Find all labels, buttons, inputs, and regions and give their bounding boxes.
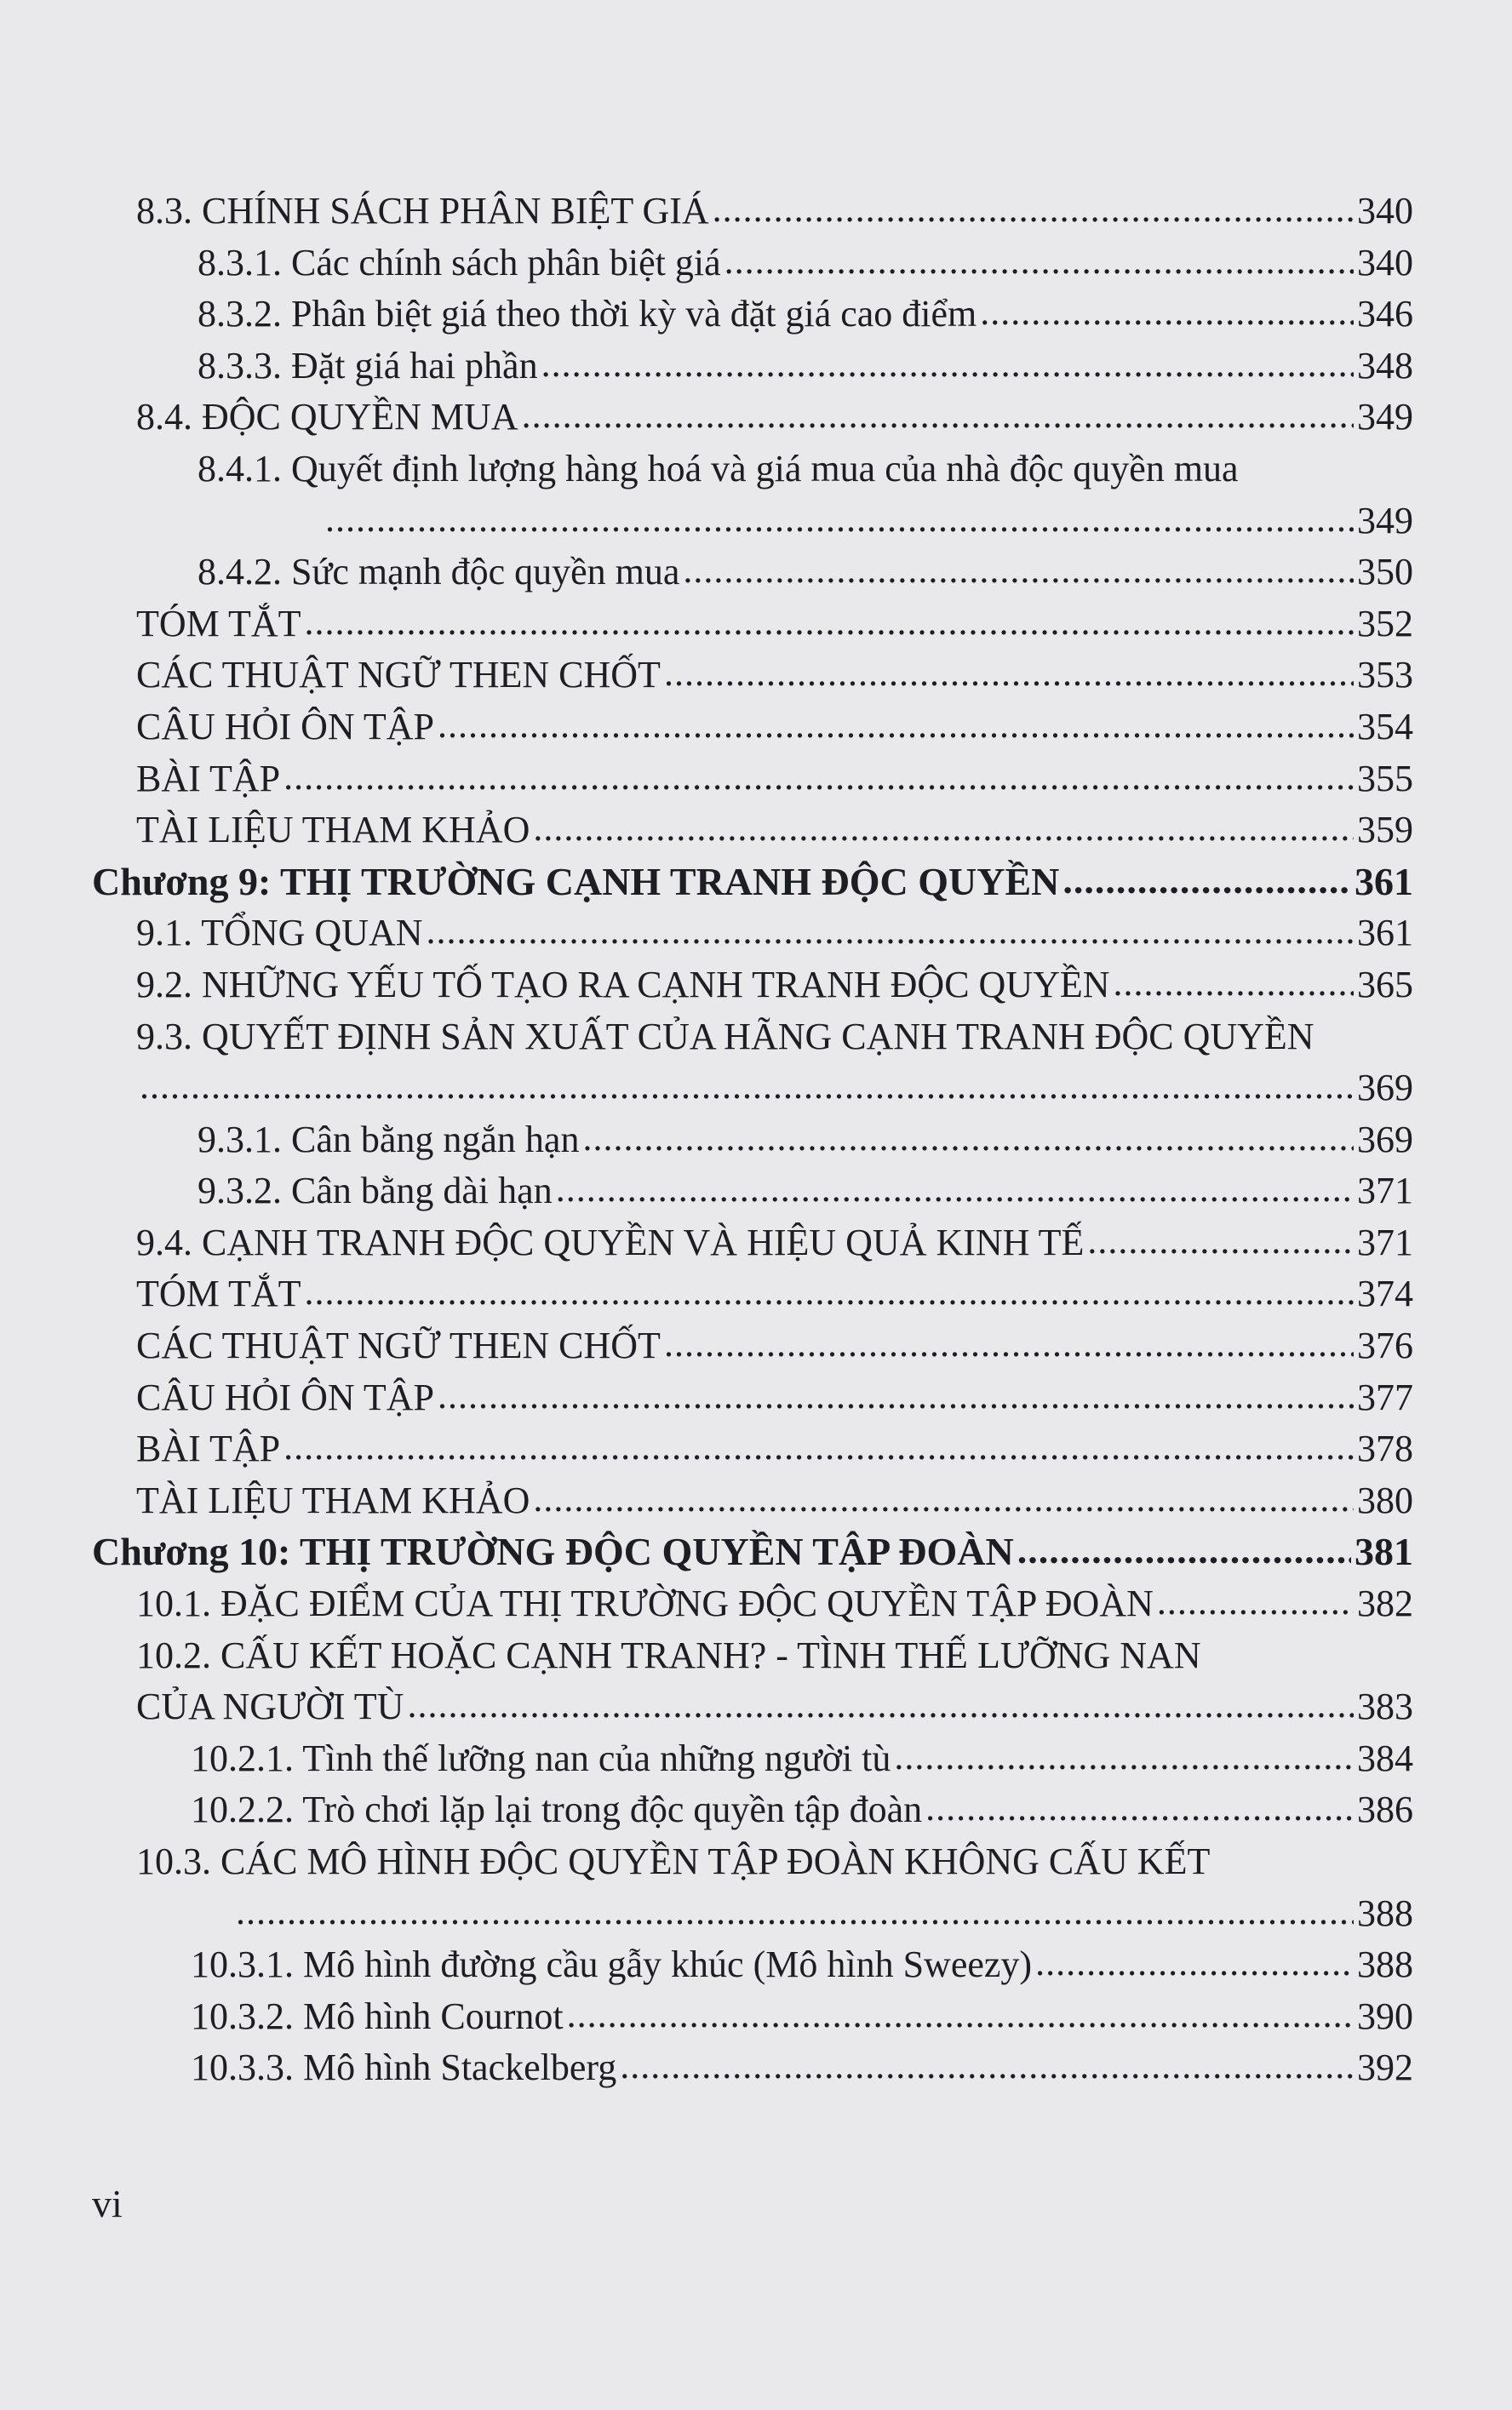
toc-entry-title: TÓM TẮT [136, 602, 301, 644]
toc-entry-page: 349 [1357, 396, 1413, 438]
toc-entry-title: 10.3. CÁC MÔ HÌNH ĐỘC QUYỀN TẬP ĐOÀN KHÔNG CẤU KẾT [136, 1840, 1211, 1882]
toc-chapter-title: Chương 9: THỊ TRƯỜNG CẠNH TRANH ĐỘC QUYỀN [92, 859, 1060, 903]
dot-leader [305, 597, 1354, 648]
dot-leader [325, 494, 1354, 545]
dot-leader [427, 906, 1354, 957]
toc-entry [92, 238, 1413, 289]
dot-leader [664, 1319, 1354, 1370]
dot-leader [925, 1783, 1354, 1834]
toc-entry-page: 355 [1357, 757, 1413, 799]
toc-entry-page: 361 [1357, 912, 1413, 954]
toc-entry [92, 753, 1413, 805]
toc-entry-title: 10.2. CẤU KẾT HOẶC CẠNH TRANH? - TÌNH THẾ LƯỠNG NAN [136, 1634, 1201, 1676]
toc-entry [92, 444, 1413, 495]
toc-entry-page: 371 [1357, 1221, 1413, 1263]
toc-entry-title: 10.1. ĐẶC ĐIỂM CỦA THỊ TRƯỜNG ĐỘC QUYỀN TẬP ĐOÀN [136, 1583, 1154, 1625]
toc-entry-title: 9.3.1. Cân bằng ngắn hạn [198, 1118, 580, 1160]
toc-entry-title: CÂU HỎI ÔN TẬP [136, 1376, 434, 1418]
toc-entry [92, 1939, 1413, 1991]
toc-entry-page: 361 [1354, 859, 1413, 903]
toc-entry-page: 383 [1357, 1686, 1413, 1728]
toc-chapter-entry [92, 856, 1413, 908]
toc-entry [92, 1630, 1413, 1682]
dot-leader [620, 2041, 1354, 2092]
toc-entry-page: 369 [1357, 1067, 1413, 1109]
dot-leader [438, 700, 1354, 751]
toc-entry [92, 1011, 1413, 1063]
toc-entry-continuation [92, 1062, 1413, 1114]
toc-entry-title: 9.3. QUYẾT ĐỊNH SẢN XUẤT CỦA HÃNG CẠNH TRANH ĐỘC QUYỀN [136, 1015, 1314, 1057]
toc-entry-title: 10.2.2. Trò chơi lặp lại trong độc quyền tập đoàn [191, 1789, 923, 1831]
toc-entry-title: 8.4.1. Quyết định lượng hàng hoá và giá mua của nhà độc quyền mua [198, 447, 1239, 489]
toc-entry-page: 365 [1357, 963, 1413, 1005]
toc-entry-title: 10.2.1. Tình thế lưỡng nan của những người tù [191, 1737, 891, 1779]
dot-leader [567, 1989, 1354, 2041]
toc-entry [92, 1423, 1413, 1475]
toc-entry [92, 1268, 1413, 1320]
toc-entry-title: 8.4. ĐỘC QUYỀN MUA [136, 396, 518, 438]
toc-entry-title: 9.4. CẠNH TRANH ĐỘC QUYỀN VÀ HIỆU QUẢ KINH TẾ [136, 1221, 1085, 1263]
toc-entry [92, 598, 1413, 650]
toc-entry-title: 9.2. NHỮNG YẾU TỐ TẠO RA CẠNH TRANH ĐỘC QUYỀN [136, 963, 1110, 1005]
toc-entry-page: 371 [1357, 1170, 1413, 1212]
dot-leader [522, 390, 1354, 441]
toc-entry [92, 1836, 1413, 1888]
toc-entry-title: BÀI TẬP [136, 1428, 281, 1470]
toc-entry [92, 1165, 1413, 1217]
toc-entry-title: CÁC THUẬT NGỮ THEN CHỐT [136, 1325, 661, 1367]
dot-leader [438, 1371, 1354, 1422]
toc-entry [92, 1217, 1413, 1269]
toc-entry [92, 701, 1413, 753]
toc-entry-page: 359 [1357, 809, 1413, 851]
toc-entry [92, 1991, 1413, 2043]
dot-leader [556, 1164, 1354, 1215]
toc-entry-page: 374 [1357, 1273, 1413, 1315]
dot-leader [1087, 1216, 1354, 1267]
toc-entry-page: 352 [1357, 602, 1413, 644]
toc-entry-title: TÓM TẮT [136, 1273, 301, 1315]
dot-leader [724, 236, 1354, 287]
toc-entry [92, 1681, 1413, 1733]
toc-chapter-entry [92, 1526, 1413, 1578]
toc-entry [92, 186, 1413, 238]
dot-leader [284, 752, 1354, 803]
dot-leader [1157, 1577, 1354, 1628]
toc-entry-title: 10.3.3. Mô hình Stackelberg [191, 2046, 617, 2089]
dot-leader [683, 545, 1354, 596]
toc-entry [92, 1372, 1413, 1424]
toc-entry [92, 1784, 1413, 1836]
dot-leader [1062, 855, 1351, 906]
dot-leader [894, 1732, 1354, 1783]
toc-entry-page: 377 [1357, 1376, 1413, 1418]
toc-entry-page: 349 [1357, 499, 1413, 541]
toc-entry-title: CÂU HỎI ÔN TẬP [136, 705, 434, 747]
toc-entry [92, 804, 1413, 856]
toc-entry [92, 547, 1413, 598]
toc-entry-title: 8.4.2. Sức mạnh độc quyền mua [198, 551, 680, 593]
toc-entry-page: 390 [1357, 1995, 1413, 2037]
toc-entry-page: 388 [1357, 1892, 1413, 1934]
toc-entry-title: 10.3.1. Mô hình đường cầu gẫy khúc (Mô hình Sweezy) [191, 1943, 1033, 1986]
page-number: vi [92, 2182, 123, 2225]
toc-entry-title: 8.3.2. Phân biệt giá theo thời kỳ và đặt giá cao điểm [198, 293, 977, 335]
dot-leader [980, 287, 1354, 338]
toc-entry-page: 378 [1357, 1428, 1413, 1470]
dot-leader [1114, 958, 1354, 1009]
toc-entry-title: CỦA NGƯỜI TÙ [136, 1686, 404, 1728]
dot-leader [533, 803, 1354, 854]
toc-entry-page: 386 [1357, 1789, 1413, 1831]
toc-entry-title: BÀI TẬP [136, 757, 281, 799]
toc-entry [92, 1475, 1413, 1527]
dot-leader [236, 1886, 1354, 1938]
toc-entry-page: 340 [1357, 241, 1413, 283]
toc-entry [92, 341, 1413, 392]
toc-entry-page: 340 [1357, 190, 1413, 232]
toc-entry [92, 959, 1413, 1011]
toc-entry-title: 9.3.2. Cân bằng dài hạn [198, 1170, 553, 1212]
toc-entry-page: 376 [1357, 1325, 1413, 1367]
toc-entry [92, 1578, 1413, 1630]
toc-entry-page: 380 [1357, 1479, 1413, 1521]
toc-entry-title: TÀI LIỆU THAM KHẢO [136, 809, 530, 851]
toc-entry-continuation [92, 495, 1413, 547]
toc-entry-page: 392 [1357, 2046, 1413, 2089]
toc-entry [92, 289, 1413, 341]
toc-entry [92, 1733, 1413, 1785]
toc-chapter-title: Chương 10: THỊ TRƯỜNG ĐỘC QUYỀN TẬP ĐOÀN [92, 1530, 1014, 1574]
toc-entry [92, 2042, 1413, 2094]
toc-entry-title: 8.3. CHÍNH SÁCH PHÂN BIỆT GIÁ [136, 190, 709, 232]
toc-entry [92, 1114, 1413, 1166]
toc-entry-title: CÁC THUẬT NGỮ THEN CHỐT [136, 654, 661, 696]
toc-entry [92, 907, 1413, 959]
dot-leader [541, 339, 1354, 390]
dot-leader [664, 648, 1354, 699]
dot-leader [713, 184, 1354, 235]
dot-leader [533, 1474, 1354, 1525]
toc-entry-title: TÀI LIỆU THAM KHẢO [136, 1479, 530, 1521]
toc-entry-page: 388 [1357, 1943, 1413, 1986]
toc-entry-title: 8.3.3. Đặt giá hai phần [198, 344, 538, 386]
toc-entry-continuation [92, 1888, 1413, 1940]
toc-entry-title: 8.3.1. Các chính sách phân biệt giá [198, 241, 721, 283]
dot-leader [305, 1267, 1354, 1318]
toc-entry [92, 650, 1413, 701]
toc-entry-page: 381 [1354, 1530, 1413, 1574]
toc-entry-page: 350 [1357, 551, 1413, 593]
dot-leader [284, 1422, 1354, 1473]
toc-entry-page: 346 [1357, 293, 1413, 335]
dot-leader [407, 1680, 1354, 1731]
dot-leader [1035, 1938, 1354, 1989]
toc-entry-page: 369 [1357, 1118, 1413, 1160]
dot-leader [1017, 1525, 1351, 1576]
toc-entry [92, 1320, 1413, 1372]
toc-entry-title: 10.3.2. Mô hình Cournot [191, 1995, 564, 2037]
toc-entry-title: 9.1. TỔNG QUAN [136, 912, 423, 954]
toc-entry-page: 382 [1357, 1583, 1413, 1625]
toc-entry-page: 384 [1357, 1737, 1413, 1779]
toc-entry [92, 392, 1413, 444]
toc-entry-page: 348 [1357, 344, 1413, 386]
table-of-contents [92, 186, 1413, 2094]
dot-leader [582, 1113, 1354, 1164]
toc-entry-page: 354 [1357, 705, 1413, 747]
toc-entry-page: 353 [1357, 654, 1413, 696]
dot-leader [140, 1061, 1354, 1112]
